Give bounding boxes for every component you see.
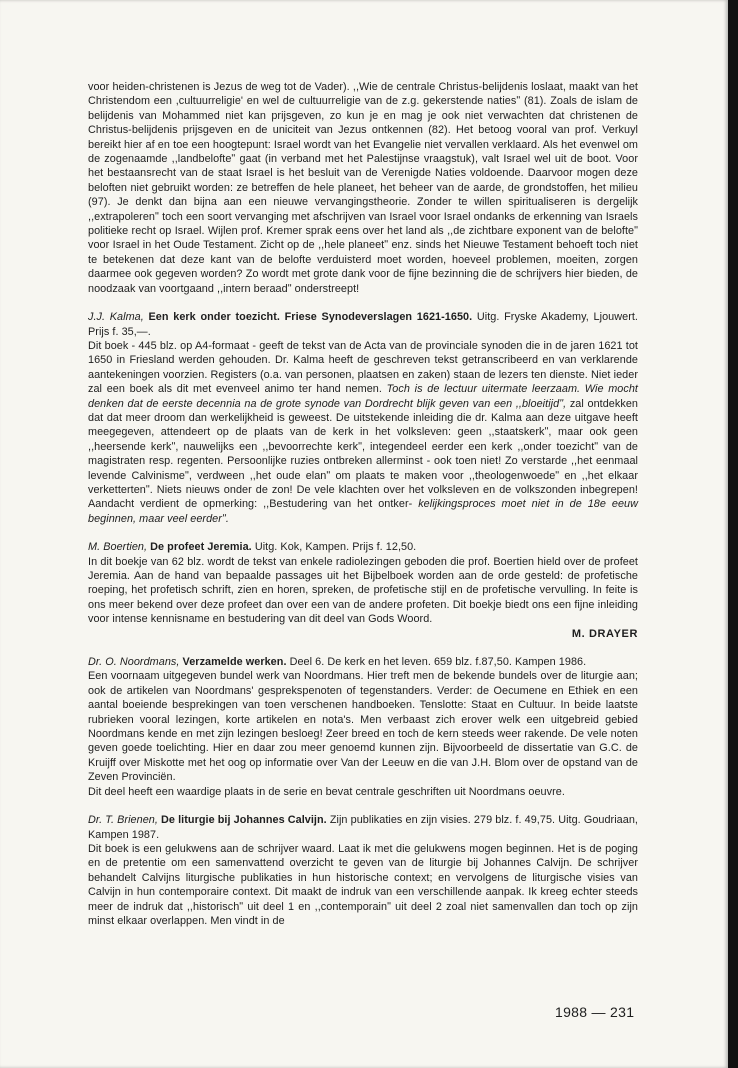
review-body-part: Dit boek - 445 blz. op A4-formaat - geeft de tekst van de Acta van de provinciale synoden die in de jaren 1621 tot 1650 in Friesland werden gehouden. Dr. Kalma heeft de geschreven tekst getranscribeerd en van verklarende aantekeningen voorzien. Registers (o.a. van personen, plaatsen en zaken) staan de lezers ten dienste. Niet ieder zal een boek als dit met evenveel animo ter hand nemen. (88, 339, 638, 396)
review-body-closing: Dit deel heeft een waardige plaats in de serie en bevat centrale geschriften uit Noordmans oeuvre. (88, 785, 565, 798)
review-kalma (88, 310, 638, 526)
review-publication: Zijn publikaties en zijn visies. 279 blz. f. 49,75. Uitg. Goudriaan, Kampen 1987. (88, 814, 638, 841)
review-body-italic: Toch is de lectuur uitermate leerzaam. Wie mocht denken dat de eerste decennia na de grote synode van Dordrecht blijk geven van een ,,bloeitijdʺ, (88, 383, 638, 410)
review-heading (88, 310, 638, 339)
review-boertien (88, 540, 638, 641)
review-publication: Deel 6. De kerk en het leven. 659 blz. f.87,50. Kampen 1986. (289, 656, 587, 669)
review-publication: Uitg. Kok, Kampen. Prijs f. 12,50. (254, 541, 417, 554)
page-edge-shadow (728, 0, 738, 1068)
review-heading (88, 655, 638, 669)
review-body-part: zal ontdekken dat dat meer droom dan werkelijkheid is geweest. De uitstekende inleiding die dr. Kalma aan deze uitgave heeft meegegeven, attendeert op de plaats van de kerk in het volksleven: geen ,,staatskerkʺ, maar ook geen ,,heersende kerkʺ, nauwelijks een ,,bevoorrechte kerkʺ, integendeel eerder een kerk ,,onder toezichtʺ van de magistraten resp. regenten. Persoonlijke ruzies ontbreken allerminst - ook toen niet! Zo verstarde ,,het eenmaal levende Calvinismeʺ, verdween ,,het oude elanʺ om plaats te maken voor ,,theologenwoedeʺ en ,,het elkaar verkettertenʺ. Niets nieuws onder de zon! De vele klachten over het volksleven en de volkszonden inbegrepen! Aandacht verdient de opmerking: ,,Bestudering van het ontker- (88, 397, 638, 511)
intro-paragraph: voor heiden-christenen is Jezus de weg tot de Vader). ,,Wie de centrale Christus-belijdenis loslaat, maakt van het Christendom een ,cultuurreligie' en wel de cultuurreligie van de z.g. gekerstende natiesʺ (81). Zoals de islam de belijdenis van Mohammed niet kan prijsgeven, zo kun je en mag je ook niet verwachten dat christenen de Christus-belijdenis prijsgeven en de uniciteit van Jezus ontkennen (82). Het betoog vooral van prof. Verkuyl bereikt hier af en toe een hoogtepunt: Israel wordt van het Evangelie niet vervallen verklaard. Als het evenwel om de zogenaamde ,,landbelofteʺ gaat (in verband met het Palestijnse vraagstuk), valt Israel wel uit de boot. Voor het bestaansrecht van de staat Israel is het besluit van de Verenigde Naties voldoende. Daarvoor mogen deze beloften niet gebruikt worden: ze betreffen de hele planeet, het beheer van de aarde, de grondstoffen, het milieu (97). Je denkt dan bijna aan een nieuwe vervangingstheorie. Zonder te willen spiritualiseren is dergelijk ,,extrapolerenʺ toch een soort vervanging met afschrijven van Israel voor Israel ondanks de erkenning van Israels politieke recht op Israel. Wijlen prof. Kremer sprak eens over het land als ,,de zichtbare exponent van de belofteʺ voor Israel in het Oude Testament. Zicht op de ,,hele planeetʺ enz. sinds het Nieuwe Testament behoeft toch niet te betekenen dat deze kant van de belofte verduisterd moet worden, hoeveel problemen, moeiten, zorgen daarmee ook gegeven worden? Zo wordt met grote dank voor de fijne bezinning die de schrijvers hier bieden, de noodzaak van voortgaand ,,intern beraadʺ onderstreept! (88, 81, 638, 295)
reviewer-signature: M. DRAYER (571, 627, 638, 640)
review-body-italic: kelijkingsproces moet niet in de 18e eeuw beginnen, maar veel eerderʺ. (88, 498, 638, 525)
review-author: Dr. O. Noordmans, (88, 656, 180, 669)
review-author: J.J. Kalma, (88, 311, 144, 324)
review-title: De profeet Jeremia. (150, 541, 252, 554)
review-title: De liturgie bij Johannes Calvijn. (161, 814, 327, 827)
review-body: In dit boekje van 62 blz. wordt de tekst van enkele radiolezingen geboden die prof. Boertien hield over de profeet Jeremia. Aan de hand van bepaalde passages uit het Bijbelboek worden aan de orde gesteld: de profetische roeping, het profetisch schrift, zien en horen, spreken, de profetische stijl en de profetische vervulling. In feite is ons meer bekend over deze profeet dan over een van de andere profeten. Dit boekje biedt ons een fijne inleiding voor intense kennisname en bestudering van dit deel van Gods Woord. (88, 555, 638, 626)
review-heading (88, 540, 638, 554)
page-number: 1988 — 231 (555, 1004, 635, 1020)
review-author: M. Boertien, (88, 541, 148, 554)
review-body: Een voornaam uitgegeven bundel werk van Noordmans. Hier treft men de bekende bundels over de liturgie aan; ook de artikelen van Noordmans' gesprekspenoten of tegenstanders. Verder: de Oecumene en Ethiek en een aantal boeiende besprekingen van toen verschenen handboeken. Tenslotte: Staat en Cultuur. In beide laatste rubrieken vooral lezingen, korte artikelen en nota's. Men verbaast zich erover welk een uitgebreid gebied Noordmans kende en met zijn lezingen besloeg! Zeer breed en toch de kern steeds weer rakende. De vele noten geven goede toelichting. Hier en daar zou meer genoemd kunnen zijn. Bijvoorbeeld de dissertatie van G.C. de Kruijff over Miskotte met het oog op informatie over Van der Leeuw en die van J.H. Blom over de opstand van de Zeven Provinciën. (88, 670, 638, 784)
review-author: Dr. T. Brienen, (88, 814, 158, 827)
review-noordmans (88, 655, 638, 799)
review-title: Een kerk onder toezicht. Friese Synodeverslagen 1621-1650. (148, 311, 473, 324)
review-body (88, 339, 638, 526)
review-title: Verzamelde werken. (182, 656, 287, 669)
review-publication: Uitg. Fryske Akademy, Ljouwert. Prijs f. 35,—. (88, 311, 638, 338)
review-brienen (88, 813, 638, 928)
review-body: Dit boek is een gelukwens aan de schrijver waard. Laat ik met die gelukwens mogen beginnen. Het is de poging en de pretentie om een samenvattend overzicht te geven van de liturgie bij Johannes Calvijn. De schrijver behandelt Calvijns liturgische publikaties in hun historische context; en vervolgens de liturgische visies van Calvijn in hun contemporaire context. Dit maakt de indruk van een verschillende aanpak. Ik kreeg echter steeds meer de indruk dat ,,historischʺ uit deel 1 en ,,contemporainʺ uit deel 2 zoal niet samenvallen dan toch op zijn minst elkaar overlappen. Men vindt in de (88, 842, 638, 927)
page-content (88, 80, 638, 928)
review-heading (88, 813, 638, 842)
